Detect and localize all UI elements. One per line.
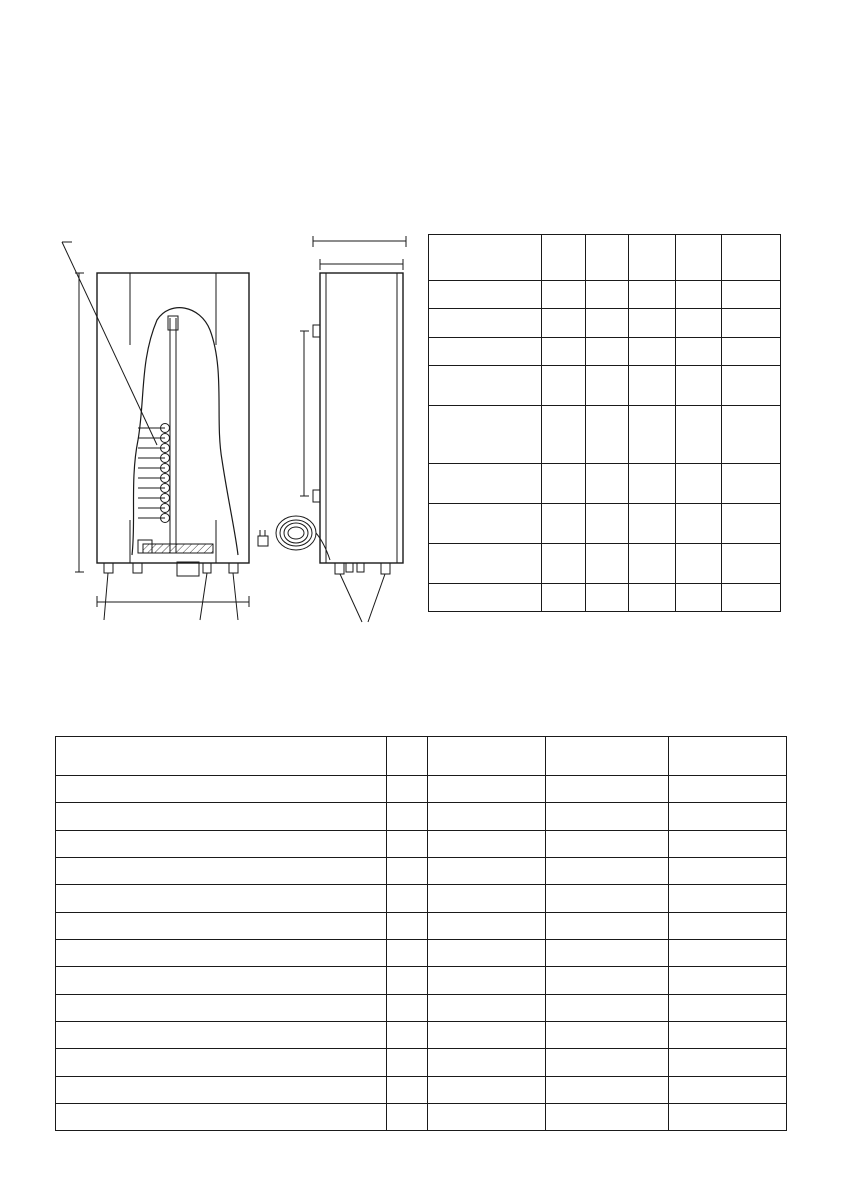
table-cell: [387, 1104, 428, 1131]
table-row: [56, 1049, 787, 1077]
table-cell: [586, 584, 629, 612]
table-cell: [669, 737, 787, 776]
table-cell: [722, 338, 781, 366]
callout-line: [340, 574, 362, 622]
table-cell: [387, 1049, 428, 1077]
table-cell: [546, 776, 669, 803]
table-cell: [387, 858, 428, 885]
table-row: [56, 1104, 787, 1131]
table-row: [429, 464, 781, 504]
table-cell: [429, 366, 542, 406]
table-cell: [387, 913, 428, 940]
table-cell: [629, 309, 676, 338]
table-cell: [546, 737, 669, 776]
table-cell: [429, 235, 542, 281]
callout-line: [368, 574, 385, 622]
table-cell: [676, 504, 722, 544]
table-cell: [722, 504, 781, 544]
table-cell: [542, 281, 586, 309]
table-cell: [542, 366, 586, 406]
fitting: [203, 563, 211, 573]
table-cell: [546, 967, 669, 995]
table-cell: [542, 464, 586, 504]
table-cell: [542, 406, 586, 464]
table-row: [429, 366, 781, 406]
table-cell: [542, 544, 586, 584]
table-cell: [669, 940, 787, 967]
table-cell: [669, 1077, 787, 1104]
table-cell: [542, 235, 586, 281]
table-cell: [676, 406, 722, 464]
table-cell: [669, 1104, 787, 1131]
table-cell: [629, 235, 676, 281]
table-cell: [722, 281, 781, 309]
table-row: [56, 858, 787, 885]
table-cell: [629, 406, 676, 464]
table-cell: [56, 940, 387, 967]
callout-line: [104, 573, 108, 620]
table-cell: [676, 584, 722, 612]
table-cell: [629, 504, 676, 544]
table-cell: [586, 544, 629, 584]
table-cell: [56, 737, 387, 776]
table-cell: [722, 584, 781, 612]
table-cell: [387, 1022, 428, 1049]
table-cell: [669, 858, 787, 885]
table-row: [429, 338, 781, 366]
table-cell: [429, 464, 542, 504]
table-cell: [586, 464, 629, 504]
table-cell: [387, 803, 428, 831]
table-cell: [676, 544, 722, 584]
table-cell: [56, 913, 387, 940]
table-cell: [546, 803, 669, 831]
table-row: [56, 940, 787, 967]
table-cell: [586, 504, 629, 544]
table-row: [56, 831, 787, 858]
table-row: [429, 544, 781, 584]
power-plug: [258, 536, 268, 546]
table-cell: [676, 464, 722, 504]
table-cell: [387, 831, 428, 858]
table-cell: [676, 235, 722, 281]
table-cell: [586, 235, 629, 281]
table-cell: [429, 406, 542, 464]
table-cell: [722, 309, 781, 338]
table-cell: [676, 338, 722, 366]
outlet-fitting: [229, 563, 238, 573]
table-row: [56, 776, 787, 803]
table-row: [429, 235, 781, 281]
table-cell: [669, 1049, 787, 1077]
table-row: [56, 967, 787, 995]
table-cell: [429, 338, 542, 366]
table-cell: [546, 995, 669, 1022]
table-cell: [56, 995, 387, 1022]
table-cell: [429, 281, 542, 309]
table-cell: [428, 940, 546, 967]
upper-bracket: [313, 325, 320, 337]
table-cell: [56, 1077, 387, 1104]
table-cell: [676, 366, 722, 406]
table-row: [429, 281, 781, 309]
table-cell: [429, 504, 542, 544]
table-cell: [629, 584, 676, 612]
table-cell: [546, 885, 669, 913]
table-cell: [629, 281, 676, 309]
table-cell: [428, 1077, 546, 1104]
fitting: [133, 563, 142, 573]
table-cell: [586, 309, 629, 338]
table-cell: [546, 858, 669, 885]
table-cell: [546, 913, 669, 940]
tank-bottom-hatch: [143, 544, 213, 553]
power-cord: [316, 533, 330, 560]
inlet-fitting: [104, 563, 113, 573]
table-cell: [387, 940, 428, 967]
lower-bracket: [313, 490, 320, 502]
table-row: [56, 1077, 787, 1104]
thermostat-box: [177, 562, 199, 576]
table-row: [56, 803, 787, 831]
table-cell: [56, 885, 387, 913]
table-cell: [56, 1049, 387, 1077]
table-cell: [542, 309, 586, 338]
table-cell: [669, 1022, 787, 1049]
table-cell: [387, 995, 428, 1022]
table-cell: [546, 1049, 669, 1077]
table-cell: [56, 1022, 387, 1049]
front-view-cutaway: [62, 242, 249, 620]
table-cell: [56, 1104, 387, 1131]
side-fitting: [346, 563, 353, 572]
specification-table: [55, 736, 787, 1131]
table-cell: [546, 940, 669, 967]
callout-line: [200, 573, 207, 620]
table-cell: [669, 913, 787, 940]
table-cell: [629, 544, 676, 584]
table-cell: [387, 885, 428, 913]
table-cell: [722, 235, 781, 281]
table-cell: [428, 1022, 546, 1049]
side-fitting: [357, 563, 364, 572]
table-cell: [428, 1049, 546, 1077]
table-cell: [629, 338, 676, 366]
table-row: [56, 913, 787, 940]
side-fitting: [335, 563, 344, 574]
table-row: [56, 995, 787, 1022]
table-cell: [428, 885, 546, 913]
table-cell: [428, 776, 546, 803]
table-row: [56, 737, 787, 776]
table-row: [56, 885, 787, 913]
table-cell: [428, 995, 546, 1022]
table-cell: [629, 366, 676, 406]
table-cell: [387, 967, 428, 995]
table-cell: [56, 967, 387, 995]
power-cord-coil: [276, 516, 316, 550]
table-cell: [586, 366, 629, 406]
callout-line: [233, 573, 238, 620]
table-row: [429, 406, 781, 464]
table-cell: [669, 967, 787, 995]
table-cell: [669, 776, 787, 803]
table-cell: [429, 584, 542, 612]
table-cell: [669, 831, 787, 858]
table-cell: [542, 338, 586, 366]
table-cell: [676, 281, 722, 309]
table-cell: [722, 464, 781, 504]
table-cell: [542, 504, 586, 544]
table-cell: [428, 1104, 546, 1131]
side-body: [320, 273, 403, 563]
table-row: [429, 309, 781, 338]
table-cell: [586, 338, 629, 366]
table-cell: [428, 737, 546, 776]
table-cell: [546, 1022, 669, 1049]
table-cell: [676, 309, 722, 338]
table-cell: [669, 803, 787, 831]
table-cell: [722, 544, 781, 584]
table-cell: [629, 464, 676, 504]
table-cell: [669, 995, 787, 1022]
table-cell: [586, 406, 629, 464]
table-cell: [387, 1077, 428, 1104]
table-cell: [428, 831, 546, 858]
table-cell: [722, 366, 781, 406]
side-fitting: [381, 563, 390, 574]
table-cell: [546, 1077, 669, 1104]
table-cell: [428, 858, 546, 885]
table-cell: [546, 831, 669, 858]
table-cell: [56, 776, 387, 803]
side-view: [258, 236, 406, 622]
table-row: [429, 504, 781, 544]
table-cell: [669, 885, 787, 913]
table-cell: [387, 776, 428, 803]
table-cell: [428, 913, 546, 940]
table-cell: [542, 584, 586, 612]
table-cell: [586, 281, 629, 309]
table-cell: [429, 309, 542, 338]
table-cell: [387, 737, 428, 776]
table-cell: [56, 858, 387, 885]
table-cell: [546, 1104, 669, 1131]
dimension-table: [428, 234, 781, 612]
table-cell: [429, 544, 542, 584]
table-cell: [722, 406, 781, 464]
table-cell: [428, 803, 546, 831]
table-cell: [428, 967, 546, 995]
table-row: [56, 1022, 787, 1049]
table-cell: [56, 831, 387, 858]
table-cell: [56, 803, 387, 831]
table-row: [429, 584, 781, 612]
